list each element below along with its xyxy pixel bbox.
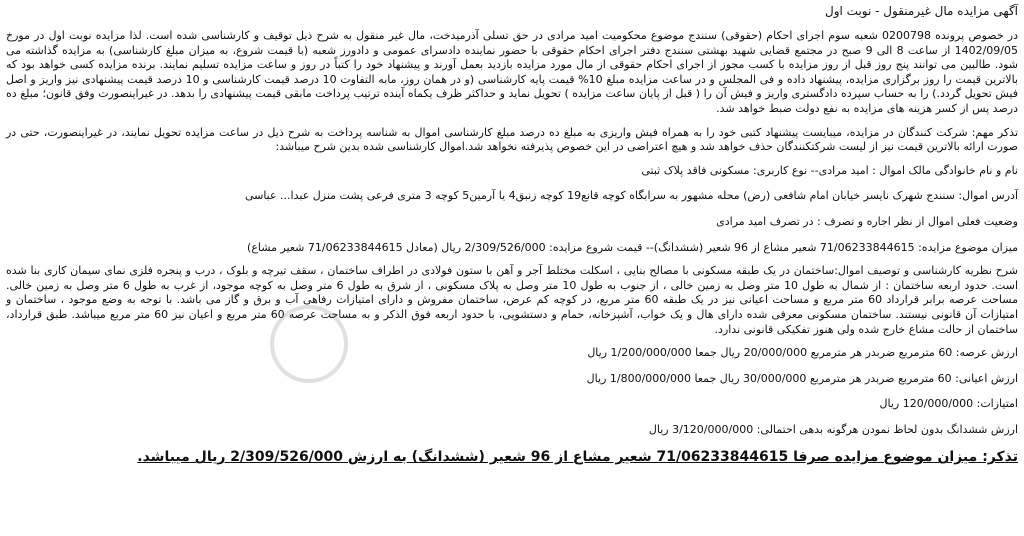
- total-value-line: ارزش ششدانگ بدون لحاظ نمودن هرگونه بدهی احتمالی: 3/120/000/000 ریال: [648, 422, 1018, 436]
- privileges-line: امتیازات: 120/000/000 ریال: [879, 397, 1018, 411]
- land-value-line: ارزش عرصه: 60 مترمربع ضربدر هر مترمربع 20/000/000 ریال جمعا 1/200/000/000 ریال: [587, 346, 1018, 360]
- building-value-line: ارزش اعیانی: 60 مترمربع ضربدر هر مترمربع 30/000/000 ریال جمعا 1/800/000/000 ریال: [586, 371, 1018, 385]
- important-note-paragraph: تذکر مهم: شرکت کنندگان در مزایده، میبایست پیشنهاد کتبی خود را به همراه فیش واریزی به مبلغ ده درصد مبلغ کارشناسی اموال به شناسه پرداخت به شرح ذیل در ساعت مزایده تحویل نمایند، در غیراینصورت، حتی در صورت ارائه بالاترین قیمت نیز از لیست شرکتکنندگان حذف خواهد شد و هیچ اعتراضی در این خصوص پذیرفته نخواهد شد.اموال کارشناسی شده بدین شرح میباشد:: [6, 125, 1018, 154]
- final-note-prefix: تذکر:: [977, 449, 1018, 466]
- notice-intro-paragraph: در خصوص پرونده 0200798 شعبه سوم اجرای احکام (حقوقی) سنندج موضوع محکومیت امید مرادی در حق تسلی آذرمیدخت، مال غیر منقول به شرح ذیل توقیف و کارشناسی شده است. لذا مزایده نوبت اول در مورخ 1402/09/05 از ساعت 8 الی 9 صبح در مجتمع قضایی شهید بهشتی سنندج دفتر اجرای احکام حقوقی با حضور نماینده دادسرای عمومی و دادورز شعبه (با قیمت شروع، به میزان مبلغ کارشناسی) به مزایده گذاشته می شود. طالبین می توانند پنج روز قبل از روز مزایده با کسب مجوز از اجرای احکام حقوقی از مال مورد مزایده بازدید بعمل آورند و پیشنهاد خود را کتباً در روز و ساعت مزایده تسلیم نمایند. برنده مزایده کسی خواهد بود که بالاترین قیمت را روز برگزاری مزایده، پیشنهاد داده و فی المجلس و در ساعت مزایده مبلغ 10% قیمت پایه کارشناسی (و در همان روز، مابه التفاوت 10 درصد قیمت کارشناسی و 10 درصد قیمت پیشنهادی نیز واریز و اصل فیش تحویل گردد.) را به حساب سپرده دادگستری واریز و فیش آن را ( قبل از پایان ساعت مزایده ) تحویل نماید و حداکثر ظرف یکماه آینده ترتیب پرداخت مابقی قیمت پیشنهادی را بدهد. در غیراینصورت وفق قانون؛ مبلغ ده درصد پس از کسر هزینه های مزایده به نفع دولت ضبط خواهد شد.: [6, 29, 1019, 115]
- expert-description-paragraph: شرح نظریه کارشناسی و توصیف اموال:ساختمان در یک طبقه مسکونی با مصالح بنایی ، اسکلت مختلط آجر و آهن با ستون فولادی در اطراف ساختمان ، سقف تیرچه و بلوک ، درب و پنجره فلزی نمای سیمان کاری بنا شده است. حدود اربعه ساختمان : از شمال به طول 10 متر وصل به زمین خالی ، از جنوب به طول 10 متر وصل به پلاک مسکونی ، از شرق به طول 6 متر وصل به کوچه موجود، از غرب به طول 6 متر وصل به زمین خالی. مساحت عرصه برابر قرارداد 60 متر مربع و مساحت اعیانی نیز در یک طبقه 60 متر مربع، در کوچه کم عرض، ساختمان مفروش و دارای امتیازات رفاهی آب و برق و گاز می باشد. با توجه به وضع موجود ، ساختمان و امتیازات آن قانونی نیستند. ساختمان مسکونی معرفی شده دارای هال و یک خواب، آشپزخانه، حمام و دستشویی، با حدود اربعه فوق الذکر و به مساحت عرصه 60 متر مربع و اعیان نیز 60 متر مربع میباشد. طبق قرارداد، ساختمان از حالت مشاع خارج شده ولی هنوز تفکیکی قانونی ندارد.: [6, 264, 1018, 336]
- final-note-text: میزان موضوع مزایده صرفا 71/06233844615 شعیر مشاع از 96 شعیر (ششدانگ) به ارزش 2/309/526/000 ریال میباشد.: [137, 449, 978, 466]
- address-line: آدرس اموال: سنندج شهرک نایسر خیابان امام شافعی (رض) محله مشهور به سرابگاه کوچه قانع19 کوچه زنبق4 یا آرمین5 کوچه 3 متری فرعی پشت منزل عبدا... عباسی: [244, 189, 1018, 203]
- final-note: [6, 448, 1018, 466]
- notice-title: آگهی مزایده مال غیرمنقول - نوبت اول: [825, 4, 1018, 18]
- owner-line: نام و نام خانوادگی مالک اموال : امید مرادی-- نوع کاربری: مسکونی فاقد پلاک ثبتی: [641, 163, 1018, 177]
- auction-amount-line: میزان موضوع مزایده: 71/06233844615 شعیر مشاع از 96 شعیر (ششدانگ)-- قیمت شروع مزایده: 2/309/526/000 ریال (معادل 71/06233844615 شعیر مشاع): [247, 240, 1018, 254]
- possession-status-line: وضعیت فعلی اموال از نظر اجاره و تصرف : در تصرف امید مرادی: [716, 214, 1018, 228]
- auction-notice: [6, 4, 1018, 534]
